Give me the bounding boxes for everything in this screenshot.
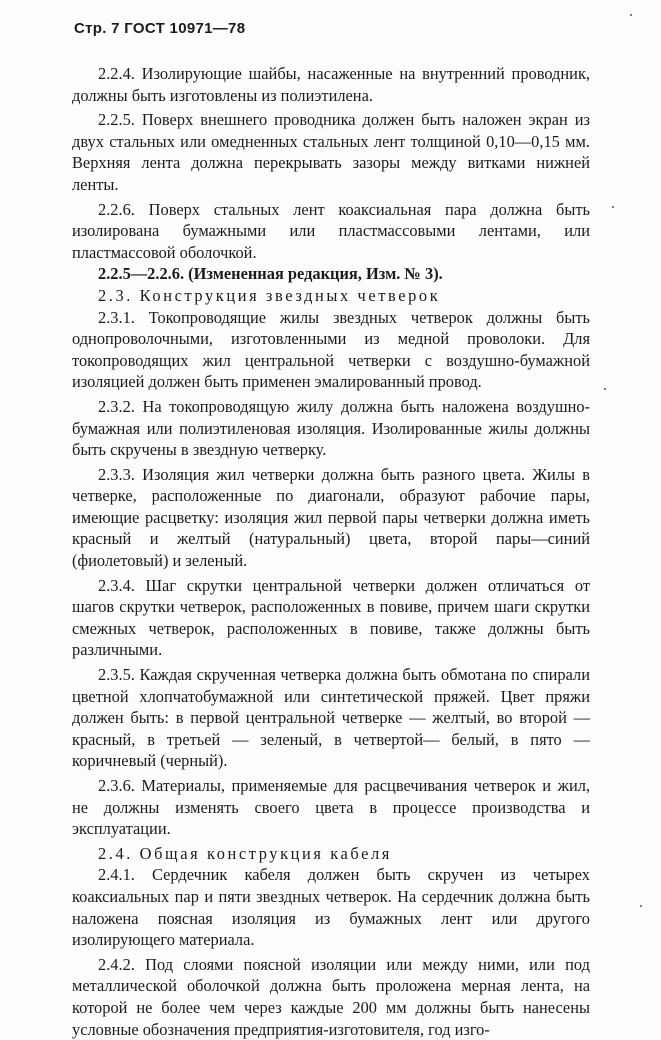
scan-speck xyxy=(612,206,614,208)
paragraph-2-3-6: 2.3.6. Материалы, применяемые для расцвечивания четверок и жил, не должны изменять своего цвета в процессе производства и эксплуатации. xyxy=(72,776,590,839)
section-heading-2-4: 2.4. Общая конструкция кабеля xyxy=(98,843,392,863)
paragraph-2-4-2: 2.4.2. Под слоями поясной изоляции или между ними, или под металлической оболочкой должна быть проложена мерная лента, на которой не более чем через каждые 200 мм должны быть нанесены условные обозначения предприятия-изготовителя, год изго- xyxy=(72,954,590,1039)
paragraph-2-2-6: 2.2.6. Поверх стальных лент коаксиальная пара должна быть изолирована бумажными или пластмассовыми лентами, или пластмассовой оболочкой. xyxy=(72,199,590,262)
paragraph-2-3-2: 2.3.2. На токопроводящую жилу должна быть наложена воздушно-бумажная или полиэтиленовая изоляция. Изолированные жилы должны быть скручены в звездную четверку. xyxy=(72,396,590,460)
paragraph-2-3-4: 2.3.4. Шаг скрутки центральной четверки должен отличаться от шагов скрутки четверок, расположенных в повиве, причем шаги скрутки смежных четверок, расположенных в повиве, также должны быть различными. xyxy=(72,575,590,660)
paragraph-2-3-3: 2.3.3. Изоляция жил четверки должна быть разного цвета. Жилы в четверке, расположенные по диагонали, образуют рабочие пары, имеющие расцветку: изоляция жил первой пары четверки должна иметь красный и желтый (натуральный) цвета, второй пары—синий (фиолетовый) и зеленый. xyxy=(72,464,590,571)
paragraph-2-2-4: 2.2.4. Изолирующие шайбы, насаженные на внутренний проводник, должны быть изготовлены из полиэтилена. xyxy=(72,64,590,105)
paragraph-2-3-1: 2.3.1. Токопроводящие жилы звездных четверок должны быть однопроволочными, изготовленными из медной проволоки. Для токопроводящих жил центральной четверки с воздушно-бумажной изоляцией должен быть применен эмалированный провод. xyxy=(72,307,590,392)
amendment-note: 2.2.5—2.2.6. (Измененная редакция, Изм. № 3). xyxy=(98,264,443,284)
paragraph-2-3-5: 2.3.5. Каждая скрученная четверка должна быть обмотана по спирали цветной хлопчатобумажной или синтетической пряжей. Цвет пряжи должен быть: в первой центральной четверке — желтый, во второй — красный, в третьей — зеленый, в четвертой— белый, в пято — коричневый (черный). xyxy=(72,665,590,771)
scan-speck xyxy=(604,388,606,390)
document-body xyxy=(72,63,590,1040)
section-heading-2-3: 2.3. Конструкция звездных четверок xyxy=(98,285,441,305)
page-header: Стр. 7 ГОСТ 10971—78 xyxy=(74,20,246,37)
scan-speck xyxy=(640,905,642,907)
scan-speck xyxy=(630,14,632,16)
paragraph-2-4-1: 2.4.1. Сердечник кабеля должен быть скручен из четырех коаксиальных пар и пяти звездных четверок. На сердечник должна быть наложена поясная изоляция из бумажных лент или другого изолирующего материала. xyxy=(72,865,590,950)
paragraph-2-2-5: 2.2.5. Поверх внешнего проводника должен быть наложен экран из двух стальных или омедненных стальных лент толщиной 0,10—0,15 мм. Верхняя лента должна перекрывать зазоры между витками нижней ленты. xyxy=(72,110,590,194)
